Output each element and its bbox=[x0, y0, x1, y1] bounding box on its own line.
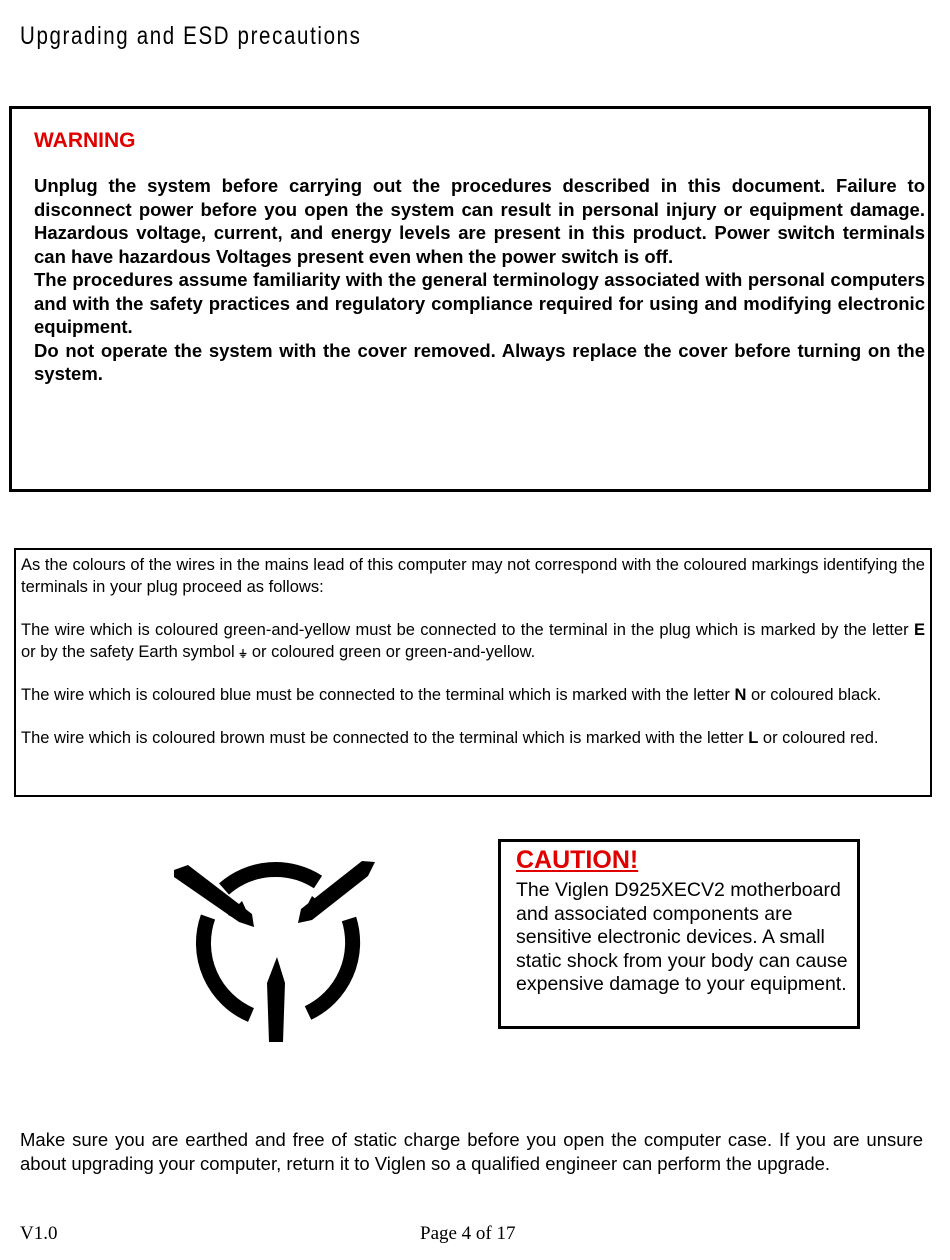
green-yellow-text-c: or coloured green or green-and-yellow. bbox=[247, 643, 536, 661]
green-yellow-instruction bbox=[21, 619, 925, 663]
page-number: Page 4 of 17 bbox=[420, 1223, 516, 1244]
warning-paragraph: The procedures assume familiarity with the general terminology associated with personal computers and with the safety practices and regulatory compliance required for using and modifying electronic equipment. bbox=[34, 269, 925, 337]
blue-instruction bbox=[21, 684, 925, 706]
letter-n: N bbox=[734, 686, 747, 704]
green-yellow-text-a: The wire which is coloured green-and-yellow must be connected to the terminal in the plug which is marked by the letter bbox=[21, 621, 914, 639]
warning-box bbox=[9, 106, 931, 492]
letter-l: L bbox=[748, 729, 759, 747]
version-label: V1.0 bbox=[20, 1223, 58, 1244]
letter-e: E bbox=[913, 621, 925, 639]
blue-text-b: or coloured black. bbox=[746, 686, 882, 704]
caution-box bbox=[498, 839, 860, 1029]
brown-text-a: The wire which is coloured brown must be connected to the terminal which is marked with the letter bbox=[21, 729, 749, 747]
green-yellow-text-b: or by the safety Earth symbol bbox=[21, 643, 240, 661]
mains-wiring-box bbox=[14, 548, 932, 797]
blue-text-a: The wire which is coloured blue must be connected to the terminal which is marked with the letter bbox=[21, 686, 735, 704]
mains-intro: As the colours of the wires in the mains lead of this computer may not correspond with the coloured markings identifying the terminals in your plug proceed as follows: bbox=[21, 556, 925, 596]
brown-instruction bbox=[21, 727, 925, 749]
caution-title: CAUTION! bbox=[516, 846, 639, 874]
warning-body bbox=[34, 174, 925, 386]
warning-paragraph: Do not operate the system with the cover removed. Always replace the cover before turning on the system. bbox=[34, 339, 925, 384]
brown-text-b: or coloured red. bbox=[758, 729, 879, 747]
mains-wiring-text bbox=[21, 554, 925, 770]
earthing-instruction: Make sure you are earthed and free of static charge before you open the computer case. If you are unsure about upgrading your computer, return it to Viglen so a qualified engineer can perform the upgrade. bbox=[20, 1129, 923, 1174]
esd-warning-symbol-icon bbox=[168, 845, 388, 1055]
page-title: Upgrading and ESD precautions bbox=[20, 22, 362, 50]
caution-text: The Viglen D925XECV2 motherboard and associated components are sensitive electronic devices. A small static shock from your body can cause expensive damage to your equipment. bbox=[516, 879, 848, 995]
warning-title: WARNING bbox=[34, 129, 136, 152]
warning-paragraph: Unplug the system before carrying out the procedures described in this document. Failure to disconnect power before you open the system can result in personal injury or equipment damage. Hazardous voltage, current, and energy levels are present in this product. Power switch terminals can have hazardous Voltages present even when the power switch is off. bbox=[34, 175, 925, 267]
